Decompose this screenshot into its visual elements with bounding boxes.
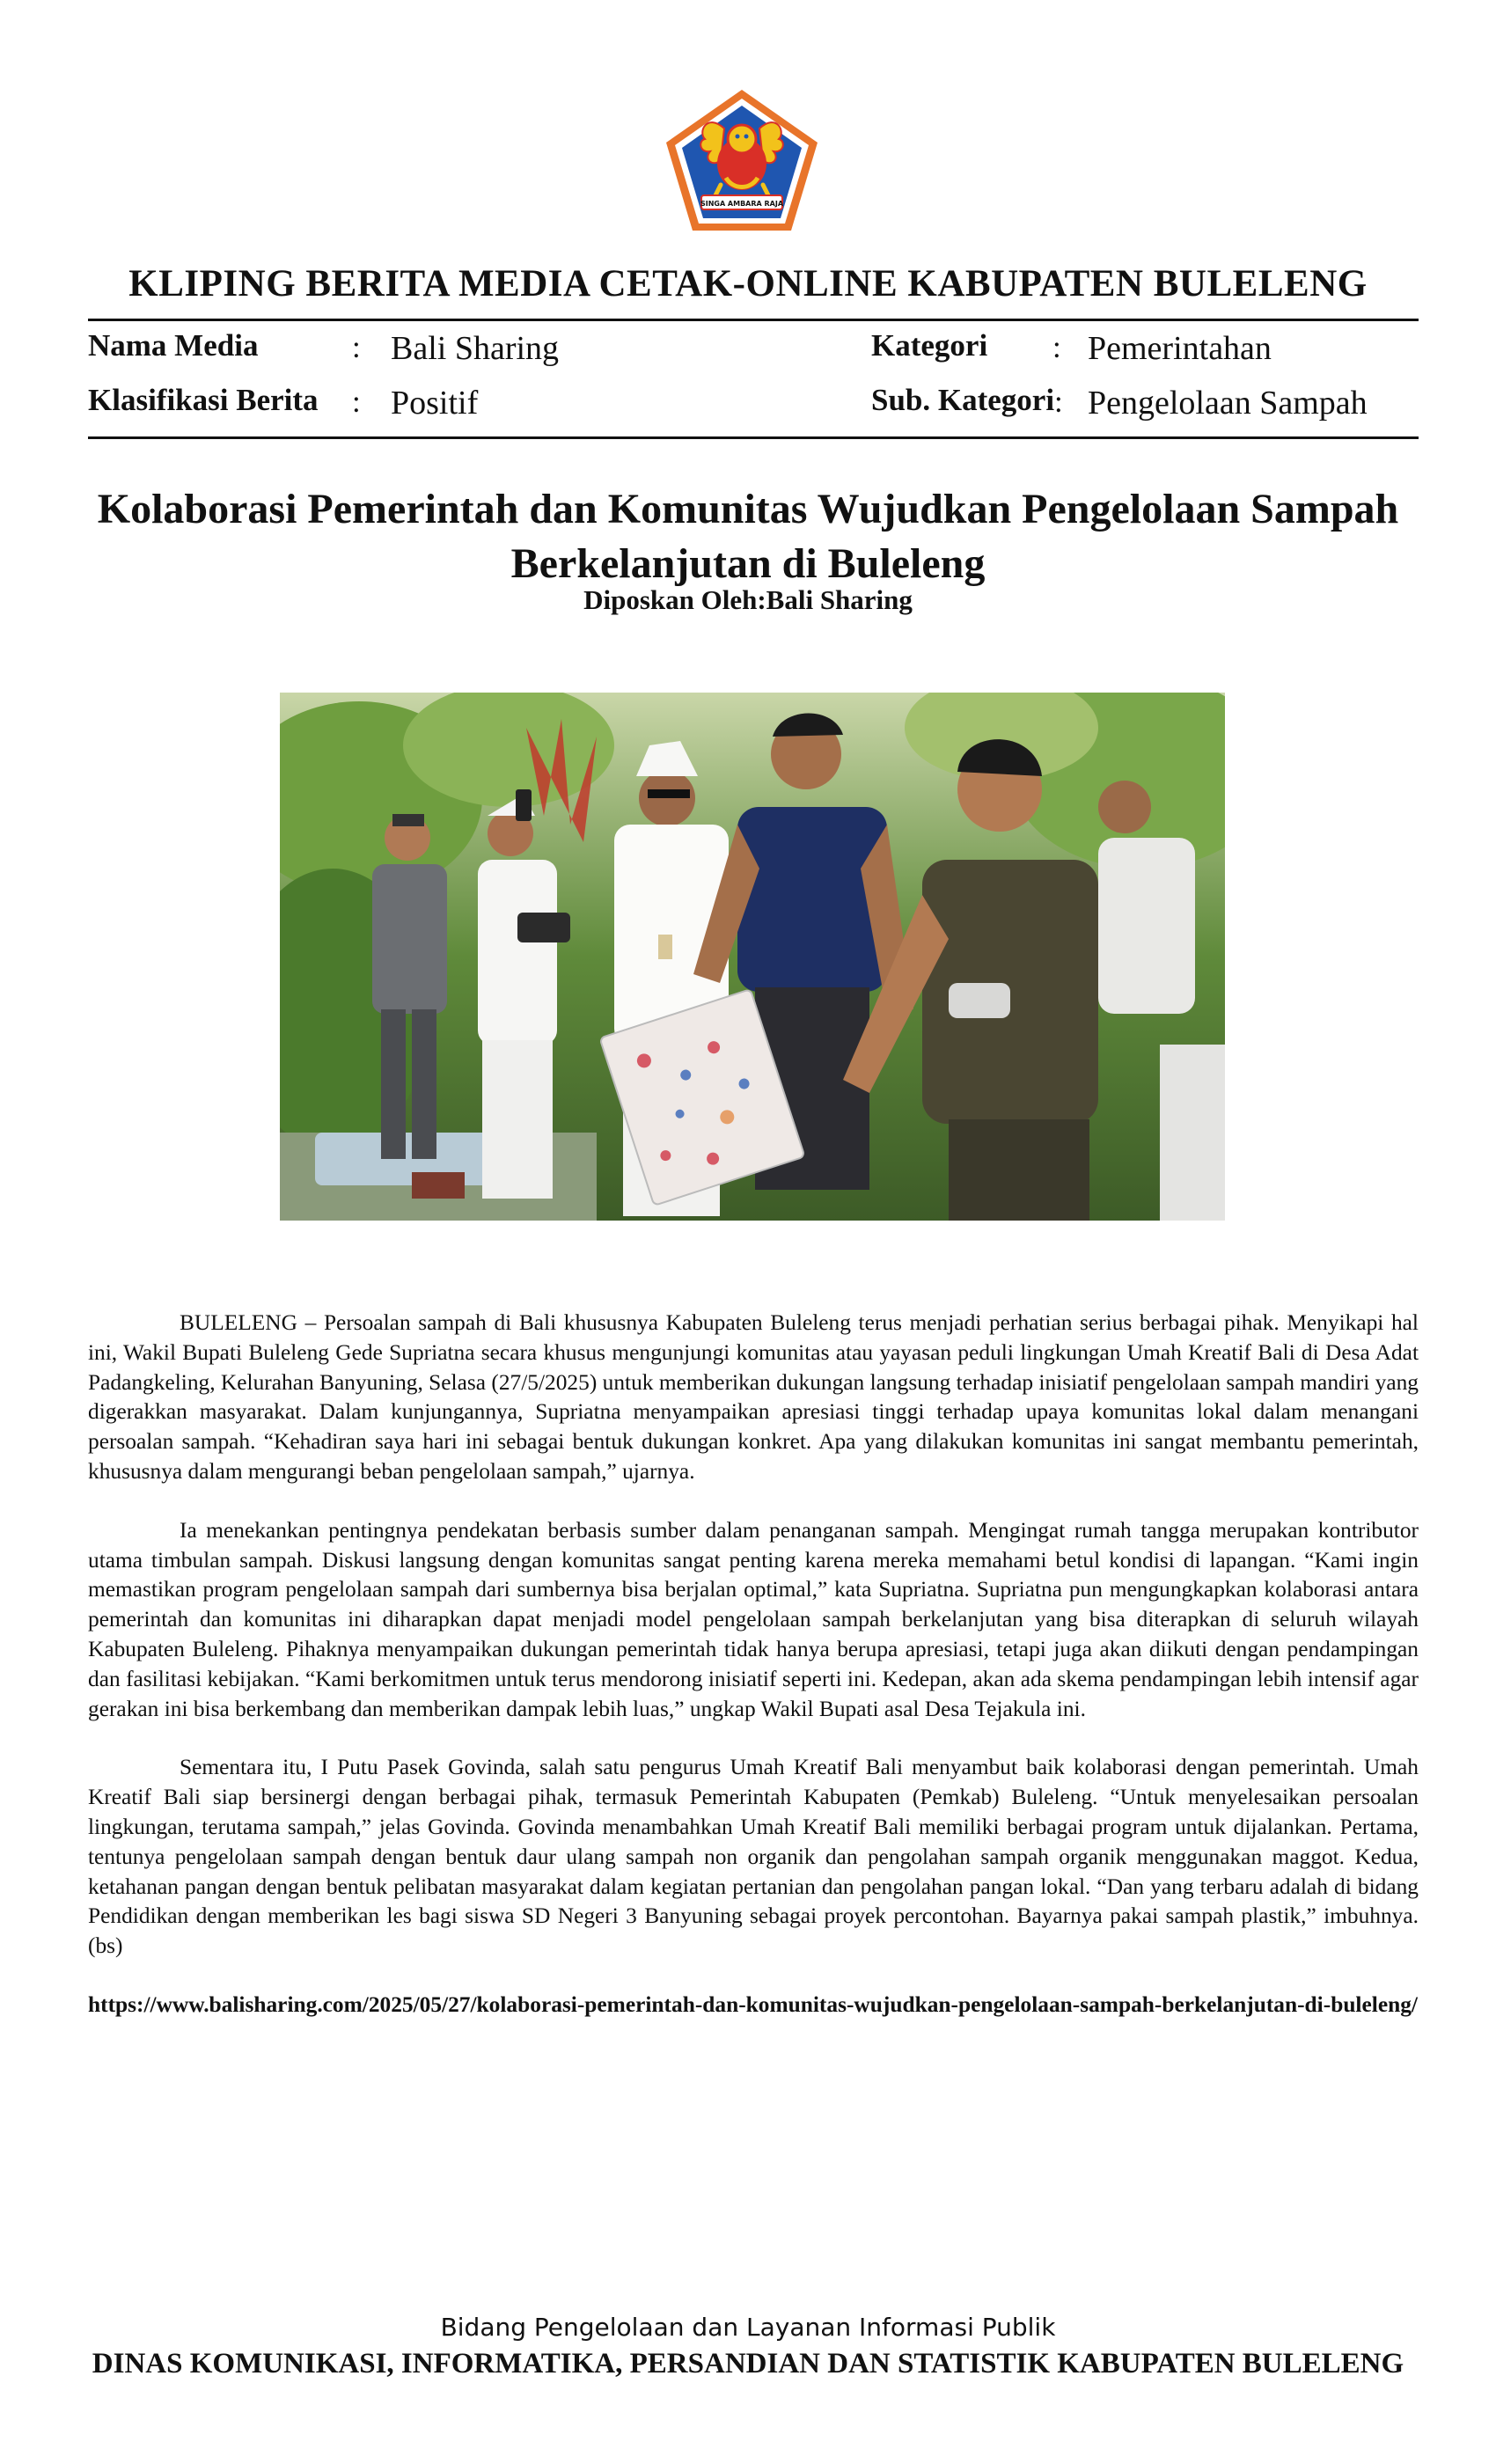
- classification-colon: :: [352, 385, 361, 419]
- headline-line-1: Kolaborasi Pemerintah dan Komunitas Wujudkan Pengelolaan Sampah: [97, 486, 1399, 532]
- category-label: Kategori: [871, 328, 988, 363]
- footer-agency: DINAS KOMUNIKASI, INFORMATIKA, PERSANDIAN DAN STATISTIK KABUPATEN BULELENG: [92, 2348, 1404, 2380]
- subcategory-label: Sub. Kategori: [871, 383, 1055, 417]
- article-paragraph: Sementara itu, I Putu Pasek Govinda, salah satu pengurus Umah Kreatif Bali menyambut baik kolaborasi dengan pemerintah. Umah Kreatif Bali siap bersinergi dengan berbagai pihak, termasuk Pemerintah Kabupaten (Pemkab) Buleleng. “Untuk menyelesaikan persoalan lingkungan, terutama sampah,” jelas Govinda. Govinda menambahkan Umah Kreatif Bali memiliki berbagai program untuk dijalankan. Pertama, tentunya pengelolaan sampah dengan bentuk daur ulang sampah non organik dan pengolahan sampah organik menggunakan maggot. Kedua, ketahanan pangan dengan bentuk pelibatan masyarakat dalam kegiatan pertanian dan pengolahan pangan lokal. “Dan yang terbaru adalah di bidang Pendidikan dengan memberikan les bagi siswa SD Negeri 3 Banyuning sebagai proyek percontohan. Bayarnya pakai sampah plastik,” imbuhnya. (bs): [88, 1755, 1419, 1959]
- subcategory-colon: :: [1054, 385, 1063, 419]
- article-paragraph: Ia menekankan pentingnya pendekatan berbasis sumber dalam penanganan sampah. Mengingat rumah tangga merupakan kontributor utama timbulan sampah. Diskusi langsung dengan komunitas sangat penting karena mereka memahami betul kondisi di lapangan. “Kami ingin memastikan program pengelolaan sampah dari sumbernya bisa berjalan optimal,” kata Supriatna. Supriatna pun mengungkapkan kolaborasi antara pemerintah dan komunitas ini diharapkan dapat menjadi model pengelolaan sampah berkelanjutan yang bisa diterapkan di seluruh wilayah Kabupaten Buleleng. Pihaknya menyampaikan dukungan pemerintah tidak hanya berupa apresiasi, tetapi juga akan diikuti dengan pendampingan dan fasilitasi kebijakan. “Kami berkomitmen untuk terus mendorong inisiatif seperti ini. Kedepan, akan ada skema pendampingan lebih intensif agar gerakan ini bisa berkembang dan memberikan dampak lebih luas,” ungkap Wakil Bupati asal Desa Tejakula ini.: [88, 1517, 1419, 1721]
- media-name-label: Nama Media: [88, 328, 259, 363]
- source-link[interactable]: https://www.balisharing.com/2025/05/27/kolaborasi-pemerintah-dan-komunitas-wujudkan-pengelolaan-sampah-berkelanjutan-di-buleleng/: [88, 1991, 1418, 2017]
- group-photo-illustration: [280, 693, 1225, 1221]
- logo-banner-text: SINGA AMBARA RAJA: [700, 200, 784, 208]
- category-colon: :: [1052, 330, 1061, 364]
- headline-line-2: Berkelanjutan di Buleleng: [510, 540, 986, 587]
- document-title: KLIPING BERITA MEDIA CETAK-ONLINE KABUPATEN BULELENG: [128, 263, 1368, 304]
- regency-logo: [663, 86, 821, 234]
- classification-value: Positif: [391, 385, 479, 422]
- footer-division: Bidang Pengelolaan dan Layanan Informasi Publik: [440, 2313, 1056, 2342]
- classification-label: Klasifikasi Berita: [88, 383, 319, 417]
- subcategory-value: Pengelolaan Sampah: [1088, 385, 1368, 422]
- category-value: Pemerintahan: [1088, 330, 1272, 367]
- article-paragraph: BULELENG – Persoalan sampah di Bali khususnya Kabupaten Buleleng terus menjadi perhatian serius berbagai pihak. Menyikapi hal ini, Wakil Bupati Buleleng Gede Supriatna secara khusus mengunjungi komunitas atau yayasan peduli lingkungan Umah Kreatif Bali di Desa Adat Padangkeling, Kelurahan Banyuning, Selasa (27/5/2025) untuk memberikan dukungan langsung terhadap inisiatif pengelolaan sampah mandiri yang digerakkan masyarakat. Dalam kunjungannya, Supriatna menyampaikan apresiasi tinggi terhadap upaya komunitas lokal dalam menangani persoalan sampah. “Kehadiran saya hari ini sebagai bentuk dukungan konkret. Apa yang dilakukan komunitas ini sangat membantu pemerintah, khususnya dalam mengurangi beban pengelolaan sampah,” ujarnya.: [88, 1310, 1419, 1484]
- media-name-value: Bali Sharing: [391, 330, 560, 367]
- article-photo: [280, 693, 1225, 1221]
- singa-ambara-raja-emblem: [663, 86, 821, 234]
- article-byline: Diposkan Oleh:Bali Sharing: [583, 584, 913, 615]
- header-divider-bottom: [88, 436, 1419, 439]
- media-name-colon: :: [352, 330, 361, 364]
- article-headline: [53, 482, 1443, 591]
- article-body: [88, 1309, 1419, 2050]
- header-divider-top: [88, 319, 1419, 321]
